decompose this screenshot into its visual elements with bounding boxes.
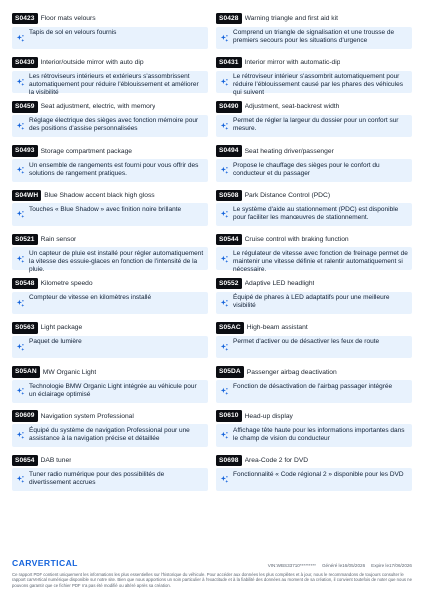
sparkle-icon [220, 427, 229, 436]
equipment-item-header [216, 12, 412, 25]
equipment-item [216, 277, 412, 316]
equipment-item-header [12, 366, 208, 379]
option-title: Adaptive LED headlight [244, 280, 315, 288]
option-title: Warning triangle and first aid kit [244, 15, 338, 22]
equipment-item-header [216, 454, 412, 467]
sparkle-icon [16, 206, 25, 215]
option-code-badge: S0508 [216, 190, 242, 202]
option-description-panel [12, 380, 208, 403]
option-description-panel [216, 292, 412, 315]
option-title: Adjustment, seat-backrest width [244, 103, 340, 111]
option-code-badge: S0428 [216, 13, 242, 25]
option-code-badge: S0548 [12, 278, 38, 290]
option-description-panel [216, 203, 412, 226]
option-title: DAB tuner [40, 456, 72, 464]
equipment-item-header [216, 56, 412, 69]
option-description-panel [216, 247, 412, 274]
option-code-badge: S0521 [12, 234, 38, 246]
equipment-item-header [216, 100, 412, 113]
option-description: Un capteur de pluie est installé pour régler automatiquement la vitesse des essuie-glaces en fonction de l'intensité de la pluie. [29, 250, 204, 274]
option-code-badge: S0430 [12, 57, 38, 69]
option-description: Fonction de désactivation de l'airbag passager intégrée [233, 382, 393, 390]
equipment-grid [12, 12, 412, 492]
equipment-item-header [216, 321, 412, 334]
option-code-badge: S05DA [216, 366, 244, 378]
option-description-panel [12, 336, 208, 359]
equipment-item-header [216, 145, 412, 158]
expiry-date: Expire le17/06/2026 [371, 563, 412, 568]
equipment-item [216, 100, 412, 139]
equipment-item-header [12, 233, 208, 246]
option-description-panel [216, 159, 412, 182]
option-description-panel [12, 424, 208, 447]
sparkle-icon [220, 383, 229, 392]
sparkle-icon [16, 339, 25, 348]
sparkle-icon [220, 30, 229, 39]
equipment-item [12, 56, 208, 95]
option-description-panel [12, 468, 208, 491]
equipment-item [12, 100, 208, 139]
equipment-item [216, 366, 412, 405]
option-title: Floor mats velours [40, 15, 96, 22]
option-description: Équipé de phares à LED adaptatifs pour une meilleure visibilité [233, 294, 390, 310]
option-description: Propose le chauffage des sièges pour le confort du conducteur et du passager [233, 161, 380, 177]
equipment-item-header [12, 145, 208, 158]
option-code-badge: S0494 [216, 145, 242, 157]
option-code-badge: S0493 [12, 145, 38, 157]
option-description-panel [12, 115, 208, 138]
option-title: Rain sensor [40, 235, 77, 243]
option-description: Équipé du système de navigation Professional pour une assistance à la navigation précise et détaillée [29, 426, 190, 442]
option-code-badge: S0610 [216, 410, 242, 422]
equipment-item [216, 145, 412, 184]
sparkle-icon [16, 162, 25, 171]
option-title: Seat heating driver/passenger [244, 147, 334, 155]
option-title: MW Organic Light [42, 368, 97, 376]
option-title: Park Distance Control (PDC) [244, 191, 331, 199]
option-description: Les rétroviseurs intérieurs et extérieurs s'assombrissent automatiquement pour réduire l'éblouissement et améliorer la visibilité [29, 73, 199, 97]
sparkle-icon [220, 118, 229, 127]
option-description: Technologie BMW Organic Light intégrée au véhicule pour un éclairage optimisé [29, 382, 197, 398]
option-code-badge: S0654 [12, 455, 38, 467]
option-title: Head-up display [244, 412, 293, 420]
option-description-panel [12, 247, 208, 274]
equipment-item [12, 277, 208, 316]
option-code-badge: S05AC [216, 322, 244, 334]
option-description: Paquet de lumière [29, 338, 82, 346]
equipment-list-page [12, 12, 412, 492]
option-title: Interior mirror with automatic-dip [244, 59, 341, 67]
option-title: Kilometre speedo [40, 280, 93, 288]
option-code-badge: S0552 [216, 278, 242, 290]
sparkle-icon [220, 295, 229, 304]
equipment-item [12, 366, 208, 405]
generated-date: Généré le16/05/2026 [321, 563, 366, 568]
option-description: Le régulateur de vitesse avec fonction de freinage permet de maintenir une vitesse définie et ralentir automatiquement si nécessaire. [233, 250, 408, 274]
equipment-item-header [12, 12, 208, 25]
option-code-badge: S0490 [216, 101, 242, 113]
equipment-item-header [216, 410, 412, 423]
option-description: Fonctionnalité « Code régional 2 » disponible pour les DVD [233, 470, 404, 478]
sparkle-icon [16, 427, 25, 436]
option-code-badge: S0544 [216, 234, 242, 246]
equipment-item [216, 189, 412, 228]
sparkle-icon [16, 30, 25, 39]
option-description-panel [216, 115, 412, 138]
option-code-badge: S05AN [12, 366, 40, 378]
sparkle-icon [220, 471, 229, 480]
equipment-item [216, 454, 412, 493]
equipment-item-header [216, 233, 412, 246]
report-meta [268, 563, 412, 568]
option-description-panel [12, 27, 208, 50]
report-footer [12, 558, 412, 588]
option-title: High-beam assistant [246, 324, 308, 332]
equipment-item-header [12, 321, 208, 334]
option-description: Permet de régler la largeur du dossier pour un confort sur mesure. [233, 117, 399, 133]
option-description-panel [216, 468, 412, 491]
option-title: Seat adjustment, electric, with memory [40, 103, 156, 111]
option-description-panel [12, 71, 208, 97]
sparkle-icon [16, 74, 25, 83]
sparkle-icon [16, 251, 25, 260]
equipment-item-header [12, 410, 208, 423]
option-description-panel [12, 292, 208, 315]
option-description-panel [216, 336, 412, 359]
brand-logo: CARVERTICAL [12, 558, 78, 568]
sparkle-icon [220, 251, 229, 260]
equipment-item-header [12, 189, 208, 202]
option-description: Réglage électrique des sièges avec fonction mémoire pour des positions d'assise personnalisées [29, 117, 199, 133]
option-description-panel [216, 27, 412, 50]
option-description-panel [216, 424, 412, 447]
equipment-item-header [12, 56, 208, 69]
option-title: Cruise control with braking function [244, 235, 349, 243]
equipment-item [12, 189, 208, 228]
equipment-item [12, 454, 208, 493]
option-description-panel [216, 71, 412, 97]
footer-top-row [12, 558, 412, 568]
equipment-item-header [12, 277, 208, 290]
option-code-badge: S0698 [216, 455, 242, 467]
equipment-item [12, 321, 208, 360]
equipment-item [216, 233, 412, 272]
sparkle-icon [16, 118, 25, 127]
option-description: Permet d'activer ou de désactiver les feux de route [233, 338, 380, 346]
option-code-badge: S0423 [12, 13, 38, 25]
option-title: Blue Shadow accent black high gloss [44, 191, 155, 199]
option-code-badge: S0459 [12, 101, 38, 113]
option-description: Affichage tête haute pour les informations importantes dans le champ de vision du conducteur [233, 426, 405, 442]
sparkle-icon [220, 339, 229, 348]
option-description: Le rétroviseur intérieur s'assombrit automatiquement pour réduire l'éblouissement causé par les phares des véhicules qui suivent [233, 73, 403, 97]
equipment-item [216, 56, 412, 95]
sparkle-icon [220, 74, 229, 83]
equipment-item-header [216, 277, 412, 290]
option-description: Un ensemble de rangements est fourni pour vous offrir des solutions de rangement pratiques. [29, 161, 199, 177]
equipment-item [216, 410, 412, 449]
vin-text: VIN:WBS33710********* [267, 563, 316, 568]
equipment-item [12, 410, 208, 449]
equipment-item [216, 321, 412, 360]
option-title: Light package [40, 324, 83, 332]
legal-disclaimer: Ce rapport PDF contient uniquement les informations les plus essentielles sur l'historique du véhicule. Pour accéder aux données les plus complètes et à jour, nous le recommandons de toujours consulter le rapport carVertical numérique disponible sur notre site. Bien que nous apportions un soin particulier à l'exactitude et à la fiabilité des données au moment de sa création, il convient toutefois de noter que nous ne pouvons garantir que ce fichier PDF n'a pas été modifié ou altéré après sa création. [12, 572, 412, 588]
option-code-badge: S04WH [12, 190, 41, 202]
equipment-item-header [216, 366, 412, 379]
option-description-panel [12, 203, 208, 226]
option-title: Interior/outside mirror with auto dip [40, 59, 144, 67]
sparkle-icon [220, 206, 229, 215]
option-title: Passenger airbag deactivation [246, 368, 337, 376]
option-description: Tapis de sol en velours fournis [29, 29, 117, 37]
sparkle-icon [16, 295, 25, 304]
sparkle-icon [16, 383, 25, 392]
option-description: Le système d'aide au stationnement (PDC) est disponible pour faciliter les manœuvres de stationnement. [233, 205, 399, 221]
option-description: Comprend un triangle de signalisation et une trousse de premiers secours pour les situations d'urgence [233, 29, 395, 45]
equipment-item [216, 12, 412, 51]
option-code-badge: S0431 [216, 57, 242, 69]
option-code-badge: S0563 [12, 322, 38, 334]
option-title: Area-Code 2 for DVD [244, 456, 309, 464]
option-description: Compteur de vitesse en kilomètres installé [29, 294, 152, 302]
option-description-panel [216, 380, 412, 403]
option-title: Storage compartment package [40, 147, 133, 155]
equipment-item-header [12, 100, 208, 113]
option-description: Touches « Blue Shadow » avec finition noire brillante [29, 205, 182, 213]
equipment-item [12, 145, 208, 184]
equipment-item-header [216, 189, 412, 202]
option-code-badge: S0609 [12, 410, 38, 422]
option-description: Tuner radio numérique pour des possibilités de divertissement accrues [29, 470, 165, 486]
sparkle-icon [16, 471, 25, 480]
equipment-item [12, 12, 208, 51]
sparkle-icon [220, 162, 229, 171]
option-title: Navigation system Professional [40, 412, 134, 420]
option-description-panel [12, 159, 208, 182]
equipment-item-header [12, 454, 208, 467]
equipment-item [12, 233, 208, 272]
